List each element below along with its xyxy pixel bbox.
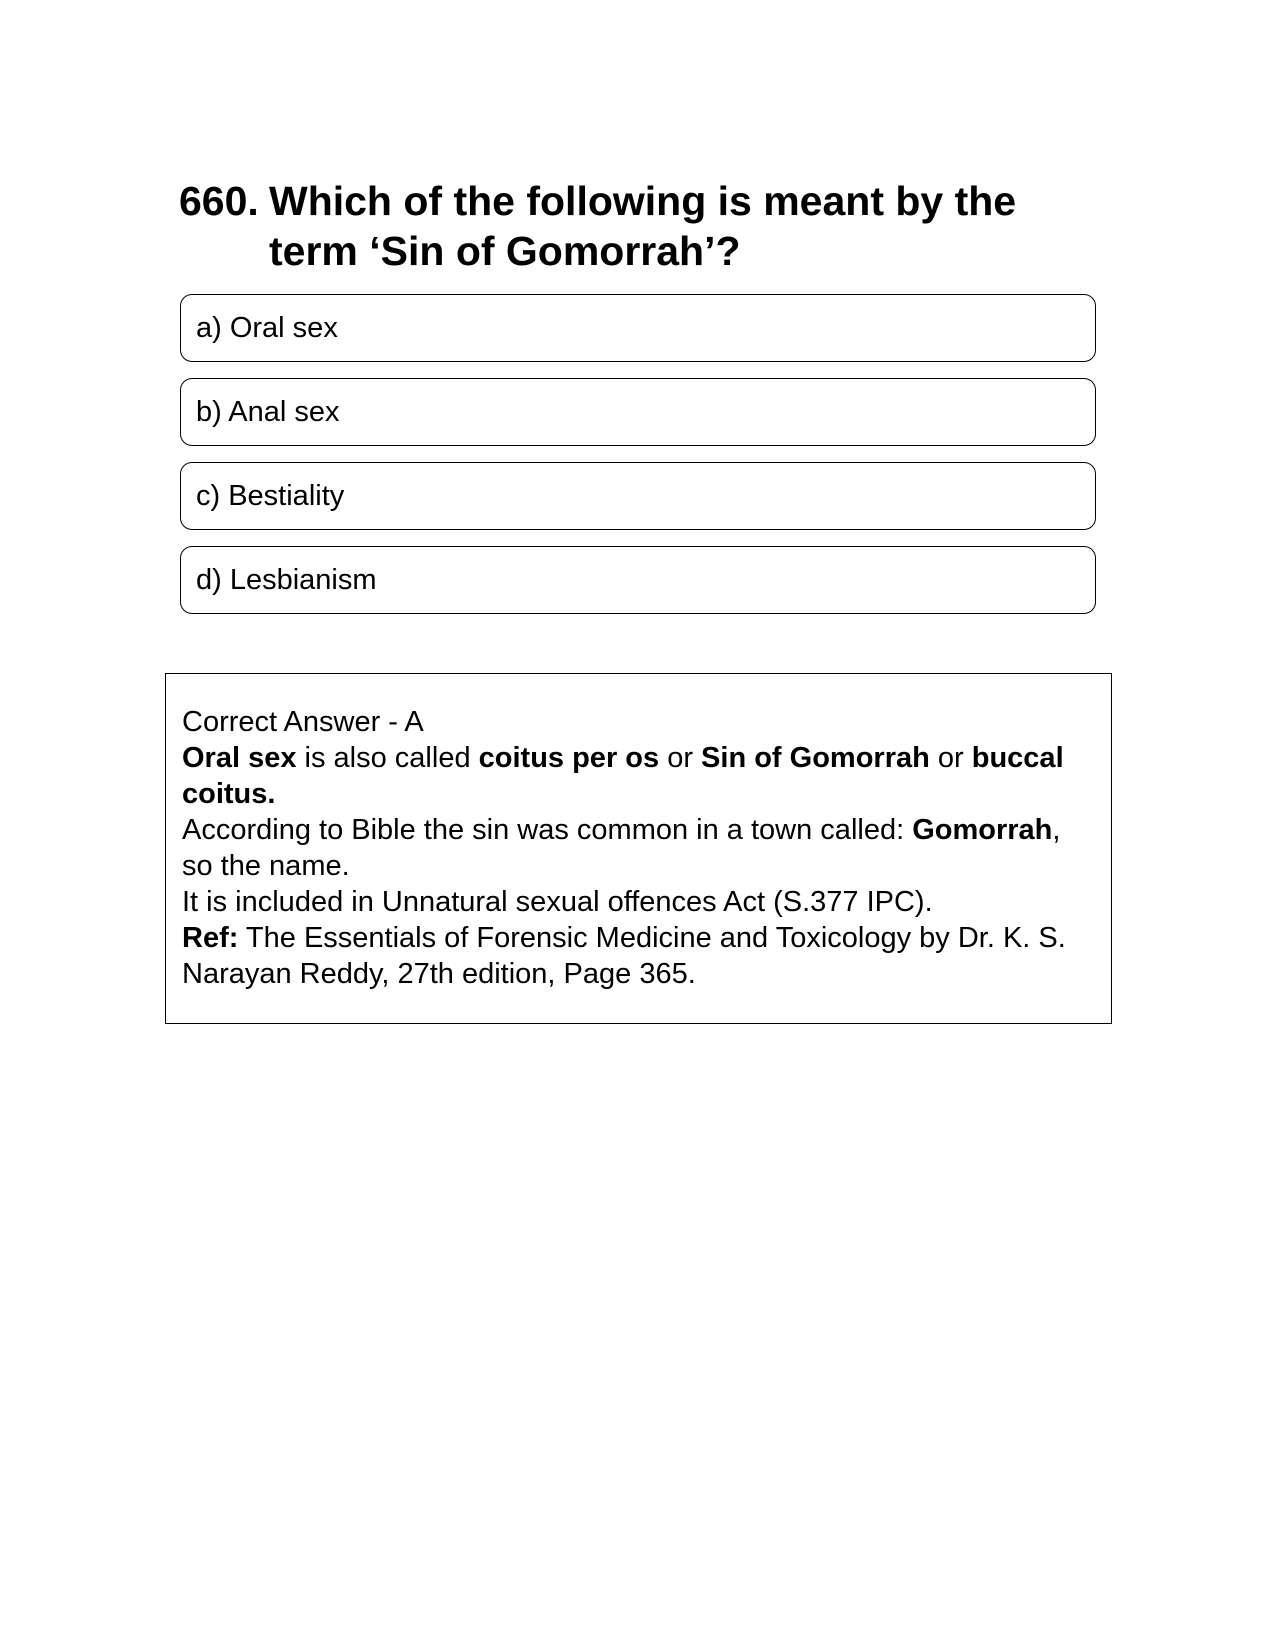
line2-text-1: According to Bible the sin was common in a town called:	[182, 814, 913, 846]
question-text: Which of the following is meant by the term ‘Sin of Gomorrah’?	[269, 178, 1017, 274]
correct-answer: Correct Answer - A	[182, 706, 424, 738]
options-list	[180, 294, 1096, 630]
explanation-line-2	[182, 812, 1097, 884]
option-a-label: a) Oral sex	[196, 312, 338, 344]
answer-explanation	[165, 673, 1112, 1024]
reference-text: The Essentials of Forensic Medicine and Toxicology by Dr. K. S. Narayan Reddy, 27th edition, Page 365.	[182, 922, 1066, 990]
term-buccal-coitus: buccal coitus.	[182, 742, 1064, 810]
line1-text-3: or	[929, 742, 972, 774]
term-coitus-per-os: coitus per os	[478, 742, 660, 774]
term-gomorrah: Gomorrah	[912, 814, 1053, 846]
explanation-line-1	[182, 740, 1097, 812]
question	[179, 176, 1109, 276]
term-oral-sex: Oral sex	[182, 742, 297, 774]
option-c-label: c) Bestiality	[196, 480, 345, 512]
reference	[182, 920, 1097, 992]
reference-label: Ref:	[182, 922, 239, 954]
option-c[interactable]	[180, 462, 1096, 530]
question-number: 660.	[179, 178, 259, 224]
line2-text-2: , so the name.	[182, 814, 1061, 882]
option-b[interactable]	[180, 378, 1096, 446]
option-b-label: b) Anal sex	[196, 396, 340, 428]
line1-text-2: or	[659, 742, 702, 774]
line1-text-1: is also called	[296, 742, 479, 774]
option-d[interactable]	[180, 546, 1096, 614]
term-sin-of-gomorrah: Sin of Gomorrah	[701, 742, 930, 774]
option-d-label: d) Lesbianism	[196, 564, 377, 596]
option-a[interactable]	[180, 294, 1096, 362]
explanation-line-3: It is included in Unnatural sexual offences Act (S.377 IPC).	[182, 886, 933, 918]
